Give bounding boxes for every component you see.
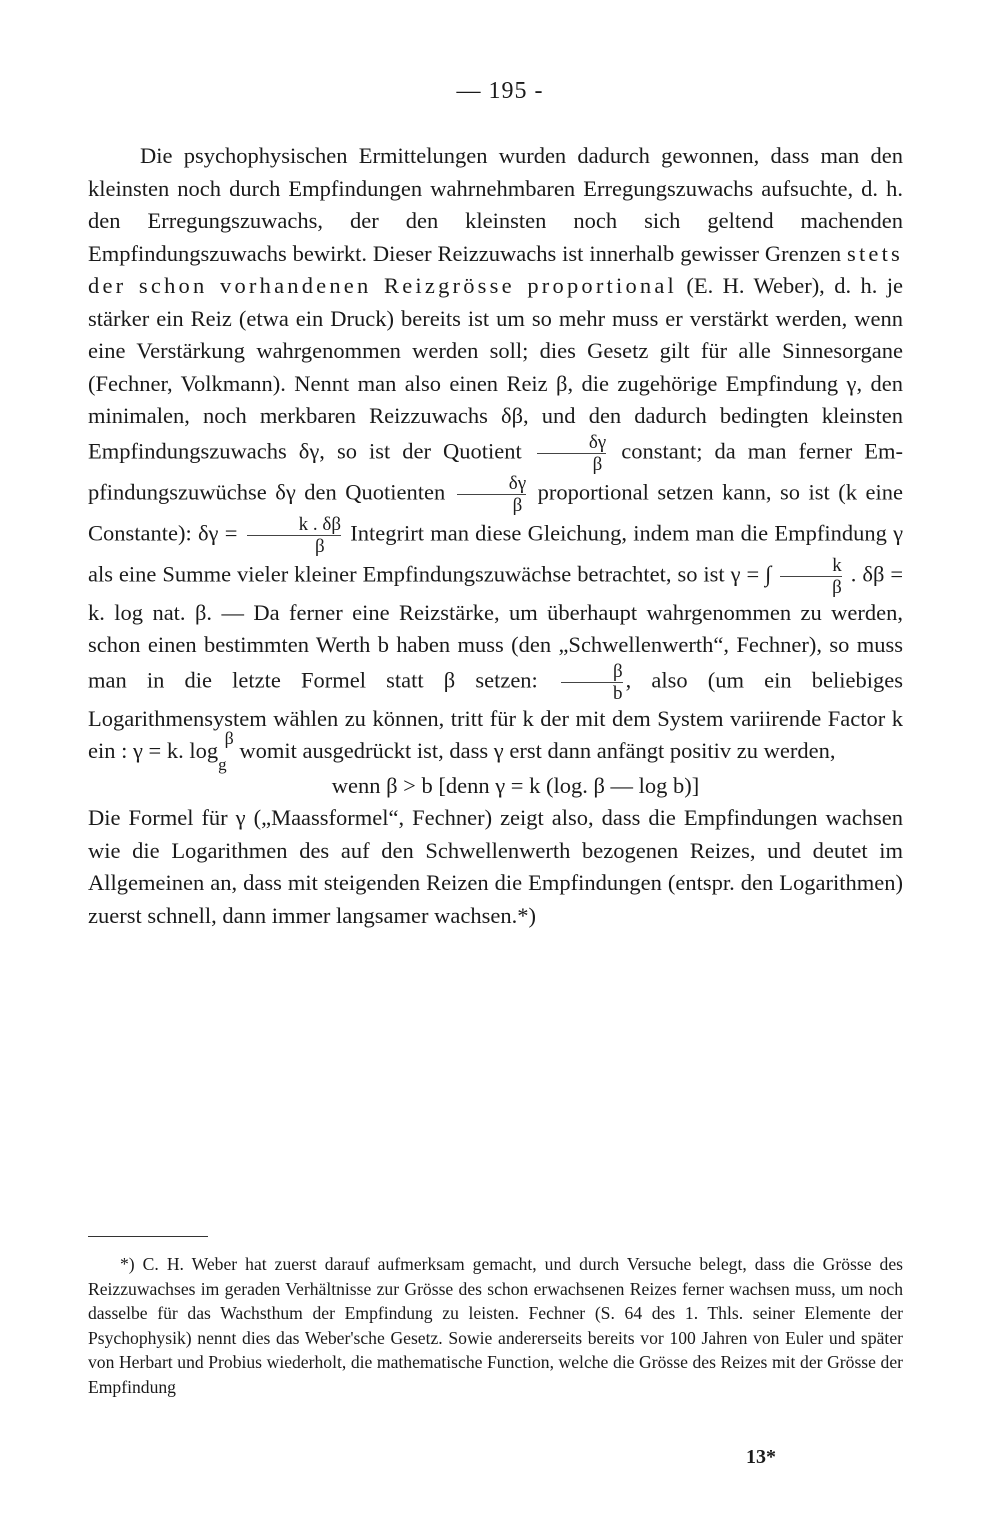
fraction-denominator: b (613, 682, 623, 704)
text-run: womit ausgedrückt ist, dass γ erst dann anfängt positiv zu werden, (239, 738, 836, 763)
signature-mark: 13* (746, 1446, 776, 1468)
fraction-k-over-beta (780, 556, 842, 597)
text-run: (k eine Constante): δγ = (88, 479, 904, 546)
fraction-denominator: β (315, 535, 325, 557)
fraction-numerator: δγ (508, 472, 527, 494)
formula-line: wenn β > b [denn γ = k (log. β — log b)] (331, 772, 700, 798)
text-run: Die psychophysischen Ermittelungen wurden dadurch gewonnen, dass man den kleinsten noch durch Empfindungen wahrnehmbaren Erregungszuwachs aufsuchte, d. h. den Erregungszuwachs, der den kleinsten noch sich geltend machenden Empfindungszuwachs bewirkt. Dieser Reizzuwachs ist innerhalb gewisser Grenzen (88, 143, 903, 266)
fraction-numerator: k (832, 554, 842, 576)
footnote (88, 1252, 903, 1399)
paragraph-2: Die Formel für γ („Maassformel“, Fechner) zeigt also, dass die Empfindungen wachsen wie die Logarithmen des auf den Schwellenwerth bezogenen Reizes, und deutet im Allgemeinen an, dass mit steigenden Reizen die Empfindungen (entspr. den Logarithmen) zuerst schnell, dann immer langsamer wachsen.*) (88, 805, 903, 928)
log-base-subscript: g (218, 755, 227, 774)
fraction-denominator: β (832, 576, 842, 598)
fraction-quotient-2 (457, 474, 526, 515)
text-run: (E. H. Weber), d. h. je stärker ein Reiz (etwa ein Druck) bereits ist um so mehr muss er verstärkt werden, wenn eine Verstärkung wahrgenommen werden soll; dies Gesetz gilt für alle Sinnesorgane (Fechner, Volkmann). Nennt man also einen Reiz β, die zugehörige Empfindung γ, den minimalen, noch merkbaren Reizzuwachs δβ, und den dadurch bedingten kleinsten Empfindungszuwachs δγ, so ist der Quotient (88, 273, 904, 464)
fraction-bar (247, 535, 341, 536)
paragraph-1 (88, 140, 904, 774)
footnote-text: *) C. H. Weber hat zuerst darauf aufmerksam gemacht, und durch Versuche belegt, dass die Grösse des Reizzuwachses im geraden Verhältnisse zur Grösse des schon erwachsenen Reizes ferner wachsen muss, um noch dasselbe für das Wachsthum der Empfindung zu leisten. Fechner (S. 64 des 1. Thls. seiner Elemente der Psychophysik) nennt dies das Weber'sche Gesetz. Sowie andererseits bereits vor 100 Jahren von Euler und später von Herbart und Probius wiederholt, die mathematische Function, welche die Grösse des Reizes mit der Grösse der Empfindung (88, 1254, 903, 1397)
emphasized-text: stets der schon vorhandenen Reizgrösse proportional (88, 240, 903, 298)
main-text (88, 140, 903, 932)
fraction-numerator: β (612, 660, 623, 682)
text-run: Integrirt man diese Gleichung, indem man die Empfindung γ als eine Summe vieler kleiner Empfindungszuwächse betrachtet, so ist γ = ∫ (88, 520, 904, 587)
text-run: pfindungszuwüchse δγ den Quotienten (88, 479, 446, 505)
fraction-numerator: δγ (588, 431, 607, 453)
fraction-quotient (537, 433, 606, 474)
log-argument-superscript: β (224, 728, 234, 748)
fraction-denominator: β (512, 494, 523, 516)
footnote-rule (88, 1236, 208, 1237)
fraction-k-delta-beta (247, 515, 341, 556)
fraction-numerator: k . δβ (298, 513, 342, 535)
text-run: constant; da man ferner Em- (621, 438, 904, 464)
text-run: . δβ = k. log nat. β. — Da ferner eine Reizstärke, um überhaupt wahrgenommen zu werden, schon einen bestimmten Werth b haben muss (den „Schwellenwerth“, Fechner), so muss man in die letzte Formel statt β setzen: (88, 561, 904, 693)
fraction-denominator: β (592, 453, 603, 475)
text-run: , also (um ein beliebiges Logarithmensystem wählen zu können, tritt für k der mit dem System variirende Factor k ein : γ = k. log (88, 667, 903, 763)
text-run: proportional setzen kann, so ist (537, 479, 830, 505)
fraction-beta-over-b (561, 662, 623, 703)
page-number: — 195 - (456, 78, 544, 104)
